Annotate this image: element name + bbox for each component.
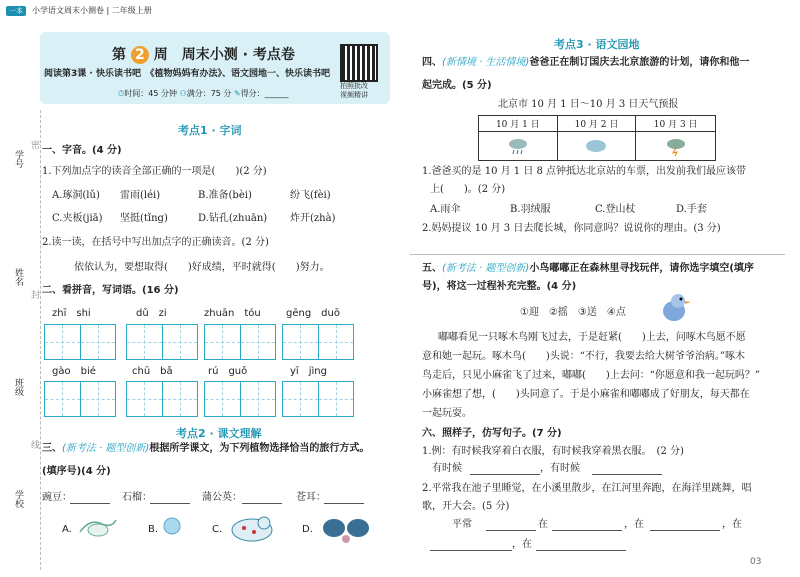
- q6-2-e3: ，在: [512, 539, 532, 550]
- reading-scope: 阅读第3课 · 快乐读书吧 《植物妈妈有办法》、语文园地一、快乐读书吧: [44, 69, 330, 79]
- margin-label-school: 学校: [13, 490, 23, 508]
- answer-line-q4-2[interactable]: [410, 254, 785, 255]
- pic-label-a: A.: [62, 524, 72, 535]
- q5-heading-b: 号)，将这一过程补充完整。(4 分): [422, 281, 577, 292]
- exam-meta: ⏱时间：45 分钟 ⚇满分：75 分 ✎得分：______: [118, 89, 289, 98]
- qr-caption-1: 拍照批改: [340, 82, 368, 90]
- q1-opt-c[interactable]: C.夹板(jiā): [52, 213, 103, 224]
- write-grid-6[interactable]: [126, 381, 198, 417]
- answer-line-q6-2b[interactable]: [552, 530, 622, 531]
- q1-opt-c2: 坚挺(tǐng): [120, 213, 168, 224]
- page-number: 03: [750, 557, 762, 567]
- q6-2-d1: 在: [538, 519, 548, 530]
- q6-1-text: 1.例：有时候我穿着白衣服，有时候我穿着黑衣服。 (2 分): [422, 446, 684, 457]
- q6-2-text: 2.平常我在池子里睡觉，在小溪里散步，在江河里奔跑，在海洋里跳舞，唱: [422, 483, 752, 494]
- q4-2-text: 2.妈妈提议 10 月 3 日去爬长城，你同意吗？说说你的理由。(3 分): [422, 223, 721, 234]
- cloudy-icon: [558, 132, 637, 160]
- q2-heading: 二、看拼音，写词语。(16 分): [42, 285, 179, 296]
- score-icon: ✎: [233, 89, 241, 98]
- section-title-text-understanding: 考点2 · 课文理解: [176, 427, 262, 440]
- forecast-day-3: 10 月 3 日: [636, 116, 715, 132]
- story-line-5: 一起玩耍。: [422, 408, 472, 419]
- pic-label-b: B.: [148, 524, 159, 535]
- answer-line-cocklebur[interactable]: [324, 503, 364, 504]
- answer-line-q6-2e[interactable]: [536, 550, 626, 551]
- pinyin-5: gào bié: [52, 366, 96, 377]
- series-badge: 一本: [6, 6, 26, 16]
- q6-2-e1: ，在: [624, 519, 644, 530]
- q3-heading-b: (填序号)(4 分): [42, 466, 111, 477]
- ball-icon: [162, 516, 182, 536]
- section-title-garden: 考点3 · 语文园地: [554, 38, 640, 51]
- margin-label-name: 姓名: [13, 268, 23, 286]
- q1-opt-d2: 炸开(zhà): [290, 213, 336, 224]
- q4-opt-c[interactable]: C.登山杖: [595, 204, 636, 215]
- q1-opt-a[interactable]: A.琢洞(lǔ): [52, 190, 100, 201]
- week-number-badge: 2: [131, 46, 149, 64]
- pinyin-6: chū bǎ: [132, 366, 173, 377]
- write-grid-5[interactable]: [44, 381, 116, 417]
- forecast-title: 北京市 10 月 1 日～10 月 3 日天气预报: [498, 99, 679, 110]
- q1-opt-d[interactable]: D.钻孔(zhuān): [198, 213, 268, 224]
- story-line-2: 意和她一起玩。啄木鸟( )头说：“不行，我要去给大树爷爷治病。”啄木: [422, 351, 746, 362]
- answer-line-q6-2c[interactable]: [650, 530, 720, 531]
- write-grid-1[interactable]: [44, 324, 116, 360]
- week-title: 第 2 周 周末小测 · 考点卷: [112, 47, 295, 63]
- q4-opt-d[interactable]: D.手套: [676, 204, 707, 215]
- answer-line-q6-2a[interactable]: [486, 530, 536, 531]
- q6-1-a: 有时候: [432, 463, 462, 474]
- answer-line-q6-1b[interactable]: [592, 474, 662, 475]
- q4-1-text: 1.爸爸买的是 10 月 1 日 8 点钟抵达北京站的车票，出发前我们最应该带: [422, 166, 747, 177]
- answer-line-q6-1a[interactable]: [470, 474, 540, 475]
- q1-opt-b2: 纷飞(fèi): [290, 190, 331, 201]
- q5-heading: 五、(新考法 · 题型创新)小鸟嘟嘟正在森林里寻找玩伴，请你选字填空(填序: [422, 263, 754, 274]
- plant-dandelion: 蒲公英：: [202, 492, 242, 503]
- seal-line: [40, 110, 41, 570]
- thunderstorm-icon: [636, 132, 715, 160]
- pinyin-7: rú guǒ: [208, 366, 248, 377]
- write-grid-4[interactable]: [282, 324, 354, 360]
- bird-icon: [656, 287, 694, 327]
- seal-mark-3: 线: [31, 441, 41, 451]
- person-icon: ⚇: [179, 89, 187, 98]
- q3-heading: 三、(新考法 · 题型创新)根据所学课文，为下列植物选择恰当的旅行方式。: [42, 443, 370, 454]
- seal-mark-2: 封: [31, 291, 41, 301]
- q1-heading: 一、字音。(4 分): [42, 145, 122, 156]
- answer-line-dandelion[interactable]: [242, 503, 282, 504]
- q6-1-b: ，有时候: [540, 463, 580, 474]
- q1-1-text: 1.下列加点字的读音全部正确的一项是( )(2 分): [42, 166, 267, 177]
- q1-opt-a2: 雷雨(léi): [120, 190, 161, 201]
- q4-opt-b[interactable]: B.羽绒服: [510, 204, 551, 215]
- rain-cloud-icon: [479, 132, 558, 160]
- forecast-day-1: 10 月 1 日: [479, 116, 558, 132]
- q6-2-e2: ，在: [722, 519, 742, 530]
- q6-2-c: 平常: [452, 519, 472, 530]
- seal-mark-1: 密: [31, 141, 41, 151]
- series-title: 小学语文周末小测卷 | 二年级上册: [32, 6, 152, 15]
- answer-line-q6-2d[interactable]: [430, 550, 512, 551]
- choice-list: ①迎 ②摇 ③送 ④点: [520, 307, 626, 318]
- story-line-4: 小麻雀想了想，( )头同意了。于是小麻雀和嘟嘟成了好朋友，每天都在: [422, 389, 750, 400]
- pinyin-3: zhuān tóu: [204, 308, 261, 319]
- story-line-1: 嘟嘟看见一只啄木鸟刚飞过去，于是赶紧( )上去，问啄木鸟愿不愿: [438, 332, 746, 343]
- plant-cocklebur: 苍耳：: [296, 492, 326, 503]
- plant-pomegranate: 石榴：: [122, 492, 152, 503]
- animal-icon: [226, 508, 278, 546]
- section-title-words: 考点1 · 字词: [178, 124, 242, 137]
- margin-label-class: 班级: [13, 378, 23, 396]
- pinyin-4: gēng duō: [286, 308, 340, 319]
- q1-2-sentence: 依依认为，要想取得( )好成绩，平时就得( )努力。: [74, 262, 330, 273]
- q4-opt-a[interactable]: A.雨伞: [430, 204, 461, 215]
- qr-caption-2: 视频精讲: [340, 91, 368, 99]
- q6-heading: 六、照样子，仿写句子。(7 分): [422, 428, 562, 439]
- q4-heading: 四、(新情境 · 生活情境)爸爸正在制订国庆去北京旅游的计划，请你和他一: [422, 57, 750, 68]
- q4-1-text-b: 上( )。(2 分): [430, 184, 506, 195]
- margin-label-number: 学号: [13, 150, 23, 168]
- answer-line-pea[interactable]: [70, 503, 110, 504]
- pinyin-1: zhī shi: [52, 308, 91, 319]
- pic-label-c: C.: [212, 524, 223, 535]
- q1-2-text: 2.读一读，在括号中写出加点字的正确读音。(2 分): [42, 237, 269, 248]
- q1-opt-b[interactable]: B.准备(bèi): [198, 190, 252, 201]
- pinyin-8: yī jìng: [290, 366, 327, 377]
- plant-pea: 豌豆：: [42, 492, 72, 503]
- q6-2-text-b: 歌，开大会。(5 分): [422, 501, 510, 512]
- q4-heading-b: 起完成。(5 分): [422, 80, 492, 91]
- write-grid-7[interactable]: [204, 381, 276, 417]
- write-grid-8[interactable]: [282, 381, 354, 417]
- pic-label-d: D.: [302, 524, 313, 535]
- answer-line-pomegranate[interactable]: [150, 503, 190, 504]
- wind-seed-icon: [76, 512, 120, 542]
- write-grid-3[interactable]: [204, 324, 276, 360]
- forecast-day-2: 10 月 2 日: [558, 116, 637, 132]
- story-line-3: 鸟走后，只见小麻雀飞了过来，嘟嘟( )上去问：“你愿意和我一起玩吗？”: [422, 370, 761, 381]
- birds-icon: [316, 506, 376, 546]
- pinyin-2: dǔ zi: [136, 308, 167, 319]
- write-grid-2[interactable]: [126, 324, 198, 360]
- clock-icon: ⏱: [118, 89, 125, 98]
- weather-table: [478, 115, 716, 161]
- qr-code-icon[interactable]: [340, 44, 378, 82]
